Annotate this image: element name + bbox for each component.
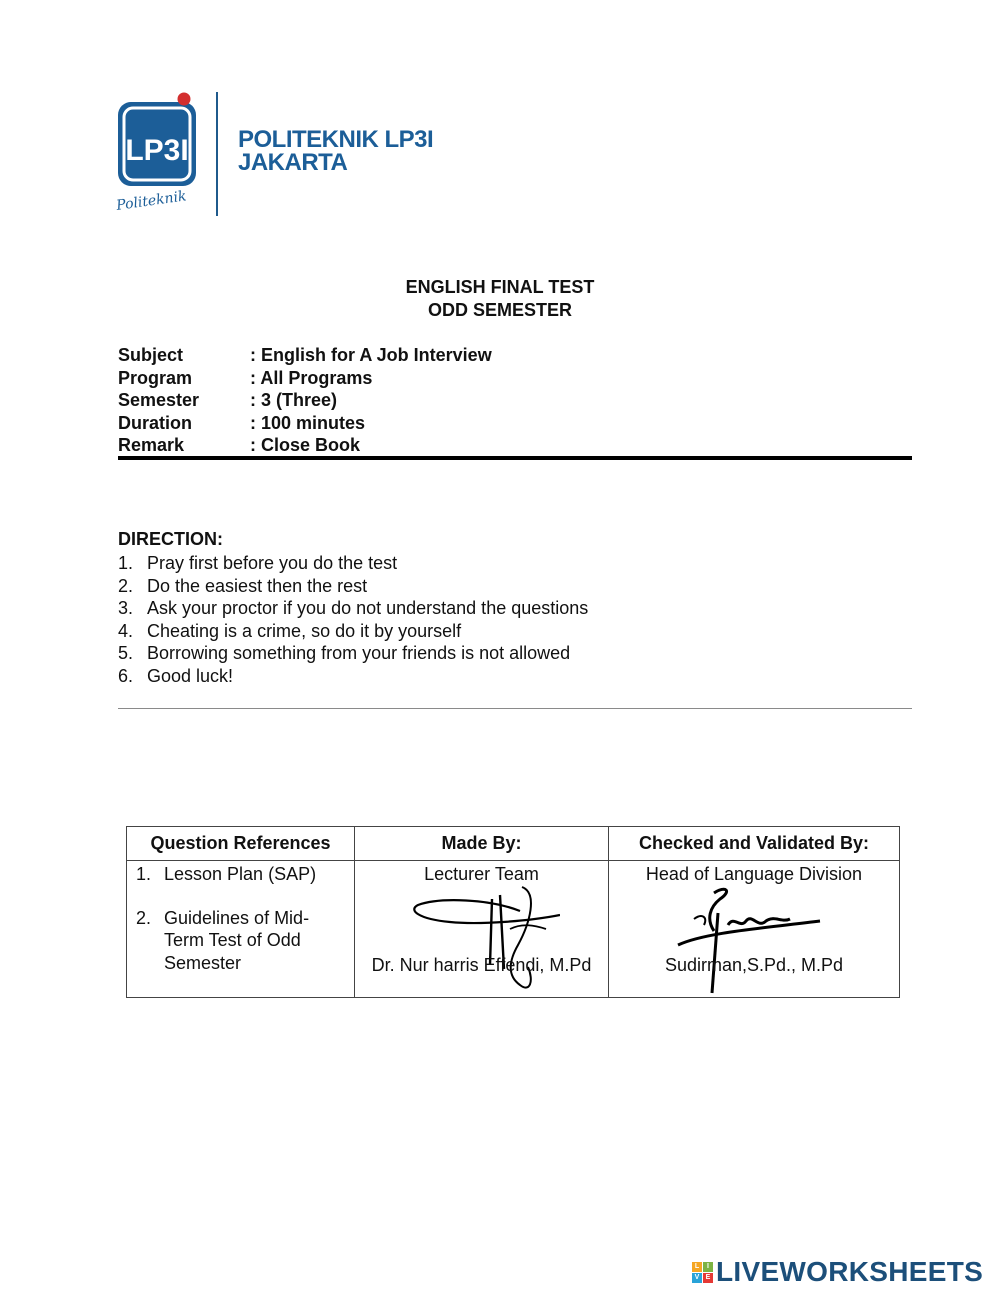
- made-by-name: Dr. Nur harris Effendi, M.Pd: [371, 955, 592, 975]
- section-divider: [118, 708, 912, 709]
- logo-box: L: [692, 1262, 702, 1272]
- list-text: Do the easiest then the rest: [147, 575, 368, 596]
- liveworksheets-wordmark: LIVEWORKSHEETS: [716, 1256, 984, 1287]
- reference-item: [136, 863, 346, 886]
- reference-number: 1.: [136, 864, 152, 884]
- info-label: Program: [118, 367, 193, 388]
- info-value: : English for A Job Interview: [250, 345, 492, 365]
- header-question-references: Question References: [127, 827, 355, 861]
- list-number: 4.: [118, 620, 134, 641]
- table-header-row: [127, 827, 900, 861]
- info-row-subject: [118, 344, 492, 367]
- info-value: : 100 minutes: [250, 412, 366, 433]
- test-info: [118, 344, 492, 457]
- list-item: [118, 575, 588, 598]
- list-number: 3.: [118, 598, 134, 619]
- svg-text:LP3I: LP3I: [125, 134, 189, 167]
- info-value: : 3 (Three): [250, 390, 338, 411]
- institution-name: [238, 128, 433, 174]
- reference-text: Guidelines of Mid-Term Test of Odd Semester: [164, 907, 310, 973]
- table-row: [127, 861, 900, 998]
- header-checked-by: Checked and Validated By:: [609, 827, 900, 861]
- list-item: [118, 552, 588, 575]
- info-value: : Close Book: [250, 435, 361, 456]
- checked-by-cell: [609, 861, 900, 998]
- list-number: 5.: [118, 643, 134, 664]
- info-value: : All Programs: [250, 367, 373, 388]
- list-text: Good luck!: [147, 665, 234, 686]
- test-subtitle: ODD SEMESTER: [427, 300, 573, 320]
- logo-box: E: [703, 1273, 713, 1283]
- info-row-duration: [118, 412, 492, 435]
- direction-heading: DIRECTION:: [118, 529, 223, 549]
- checked-by-name: Sudirman,S.Pd., M.Pd: [664, 955, 844, 975]
- svg-text:Politeknik: Politeknik: [115, 188, 188, 214]
- info-label: Duration: [118, 412, 192, 433]
- info-label: Remark: [118, 435, 185, 456]
- header-divider: [118, 456, 912, 460]
- header-made-by: Made By:: [355, 827, 609, 861]
- info-label: Semester: [118, 390, 200, 411]
- logo-box: V: [692, 1273, 702, 1283]
- liveworksheets-logo-icon: [692, 1262, 713, 1283]
- liveworksheets-brand: [692, 1256, 983, 1288]
- list-text: Cheating is a crime, so do it by yourself: [147, 620, 462, 641]
- list-number: 6.: [118, 665, 134, 686]
- list-number: 2.: [118, 575, 134, 596]
- reference-item: [136, 907, 346, 975]
- list-text: Borrowing something from your friends is not allowed: [147, 643, 571, 664]
- logo-box: I: [703, 1262, 713, 1272]
- list-text: Ask your proctor if you do not understand the questions: [147, 598, 589, 619]
- references-table: [126, 826, 900, 998]
- list-item: [118, 665, 588, 688]
- institution-logo: [112, 90, 222, 220]
- made-by-role: Lecturer Team: [424, 864, 539, 884]
- reference-number: 2.: [136, 907, 152, 928]
- direction-list: [118, 552, 588, 688]
- list-number: 1.: [118, 553, 134, 573]
- info-label: Subject: [118, 345, 184, 365]
- references-cell: [127, 861, 355, 998]
- info-row-remark: [118, 434, 492, 457]
- institution-name-line2: JAKARTA: [238, 149, 348, 176]
- reference-text: Lesson Plan (SAP): [164, 864, 317, 884]
- validator-signature: [674, 883, 834, 995]
- institution-name-line1: POLITEKNIK LP3I: [238, 126, 434, 153]
- lecturer-signature: [410, 885, 560, 997]
- made-by-cell: [355, 861, 609, 998]
- list-text: Pray first before you do the test: [147, 553, 398, 573]
- logo-divider: [216, 92, 218, 216]
- test-title: ENGLISH FINAL TEST: [405, 277, 595, 297]
- list-item: [118, 620, 588, 643]
- list-item: [118, 597, 588, 620]
- checked-by-role: Head of Language Division: [645, 864, 863, 884]
- info-row-semester: [118, 389, 492, 412]
- list-item: [118, 642, 588, 665]
- test-title-block: [0, 276, 1000, 322]
- info-row-program: [118, 367, 492, 390]
